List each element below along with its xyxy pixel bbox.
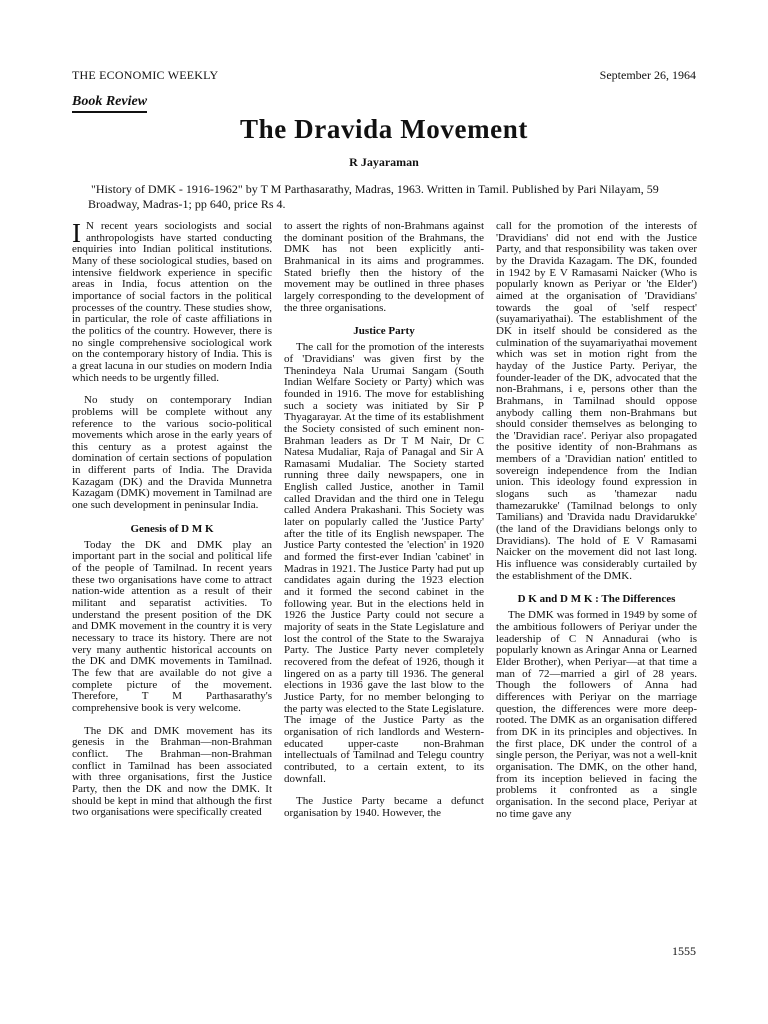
issue-date: September 26, 1964 [599, 68, 696, 82]
journal-name: THE ECONOMIC WEEKLY [72, 68, 219, 82]
paragraph: The Justice Party became a defunct organisation by 1940. However, the [284, 795, 484, 819]
article-title: The Dravida Movement [240, 114, 528, 144]
section-label: Book Review [72, 94, 147, 113]
subheading: Justice Party [353, 325, 415, 338]
paragraph: Today the DK and DMK play an important part in the social and political life of the people of Tamilnad. In recent years these two organisations have come to attract nation-wide attention as a result of their militant and separatist activities. To understand the present position of the DK and DMK movement in the country it is very necessary to trace its history. There are not very many authentic historical accounts on the DK and DMK movements in Tamilnad. The few that are available do not give a complete picture of the movement. Therefore, T M Parthasarathy's comprehensive book is very welcome. [72, 538, 272, 714]
paragraph [72, 218, 272, 384]
paragraph: The DK and DMK movement has its genesis in the Brahman—non-Brahman conflict. The Brahman—non-Brahman conflict in Tamilnad has been associated with three organisations, first the Justice Party, then the DK and now the DMK. It should be kept in mind that although the first two organisations were specifically created [72, 724, 272, 819]
paragraph: No study on contemporary Indian problems will be complete without any reference to the various socio-political movements which arose in the early years of this century as a protest against the domination of certain sections of population in different parts of India. The Dravida Kazagam (DK) and the Dravida Munnetra Kazagam (DMK) movement in Tamilnad are one such development in peninsular India. [72, 394, 272, 512]
drop-cap: I [72, 218, 81, 248]
page-number: 1555 [672, 944, 696, 958]
subheading: Genesis of D M K [130, 522, 214, 535]
paragraph-text: N recent years sociologists and social anthropologists have started conducting enquiries into Indian political institutions. Many of these sociological studies, based on intensive fieldwork experience in specific areas in India, focus attention on the importance of social factors in the political processes of the country. These studies show, in particular, the role of caste affiliations in the politics of the country. However, there is no single comprehensive sociological work on the contemporary history of India. This is a great lacuna in our studies on modern India which needs to be urgently filled. [72, 220, 272, 384]
book-citation: "History of DMK - 1916-1962" by T M Parthasarathy, Madras, 1963. Written in Tamil. Published by Pari Nilayam, 59 Broadway, Madras-1; pp 640, price Rs 4. [88, 182, 659, 211]
article-author: R Jayaraman [349, 155, 419, 169]
column-1 [72, 218, 272, 830]
paragraph: call for the promotion of the interests of 'Dravidians' did not end with the Justice Party, and that responsibility was taken over by the Dravida Kazagam. The DK, founded in 1942 by E V Ramasami Naicker (Who is popularly known as Periyar or 'the Elder') aimed at the organisation of 'Dravidians' towards the goal of 'self respect' (suyamariyathai). The establishment of the DK in itself should be considered as the culmination of the suyamariyathai movement which was set in motion right from the hayday of the Justice Party. Periyar, the founder-leader of the DK, advocated that the non-Brahmans, i e, persons other than the Brahmans, in Tamilnad should oppose anybody calling them non-Brahmans but should consider themselves as belonging to the 'Dravidian race'. Periyar also propagated the positive identity of non-Brahmans as members of a 'Dravidian nation' entitled to sovereign independence from the Indian union. This ideology found expression in slogans such as 'thamezar nadu thamezarukke' (Tamilnad belongs to only Tamilians) and 'Dravida nadu Dravidarukke' (the land of the Dravidians belongs only to Dravidians). The hold of E V Ramasami Naicker on the movement did not last long. His influence was considerably curtailed by the establishment of the DMK. [496, 220, 697, 582]
column-3 [496, 221, 697, 831]
paragraph: to assert the rights of non-Brahmans against the dominant position of the Brahmans, the DMK has not been explicitly anti-Brahmanical in its aims and programmes. Stated briefly then the history of the movement may be outlined in three phases largely corresponding to the development of the three organisations. [284, 220, 484, 314]
subheading: D K and D M K : The Differences [517, 593, 676, 606]
column-2 [284, 221, 484, 831]
paragraph: The DMK was formed in 1949 by some of the ambitious followers of Periyar under the leadership of C N Annadurai (who is popularly known as Aringar Anna or Learned Elder Brother), when Periyar—at that time a man of 72—married a girl of 28 years. Though the followers of Anna had differences with Periyar on the marriage question, the differences were more deep-rooted. The DMK as an organisation differed from DK in its principles and objectives. In the first place, DK under the control of a single person, the Periyar, was not a well-knit organisation. The DMK, on the other hand, from its inception believed in facing the problems it confronted as a single organisation. In the second place, Periyar at no time gave any [496, 609, 697, 820]
paragraph: The call for the promotion of the interests of 'Dravidians' was given first by the Thenindeya Nala Urumai Sangam (South Indian Welfare Society or Party) which was founded in 1916. The move for establishing such a society was initiated by Sir P Thyagarayar. At the time of its establishment the Society consisted of such eminent non-Brahman leaders as Dr T M Nair, Dr C Natesa Mudaliar, Raja of Panagal and Sir A Ramasami Mudaliar. The Society started running three daily newspapers, one in English called Justice, another in Tamil called Dravidan and the third one in Telegu called Andera Prakashani. This Society was later on popularly called the 'Justice Party' after the title of its English newspaper. The Justice Party contested the 'election' in 1920 and formed the first-ever Indian 'cabinet' in Madras in 1921. The Justice Party had put up candidates again during the 1923 election and it formed the second cabinet in the following year. But in the elections held in 1926 the Justice Party could not secure a majority of seats in the State Legislature and lost the control of the State to the Swarajya Party. The Justice Party never completely recovered from the defeat of 1926, though it lingered on as a party till 1936. The general elections in 1936 gave the last blow to the Justice Party, for no member belonging to the party was elected to the State Legislature. The image of the Justice Party as the organisation of rich landlords and Western-educated upper-caste non-Brahman intellectuals of Tamilnad and Telegu country contributed, to a certain extent, to its downfall. [284, 341, 484, 785]
